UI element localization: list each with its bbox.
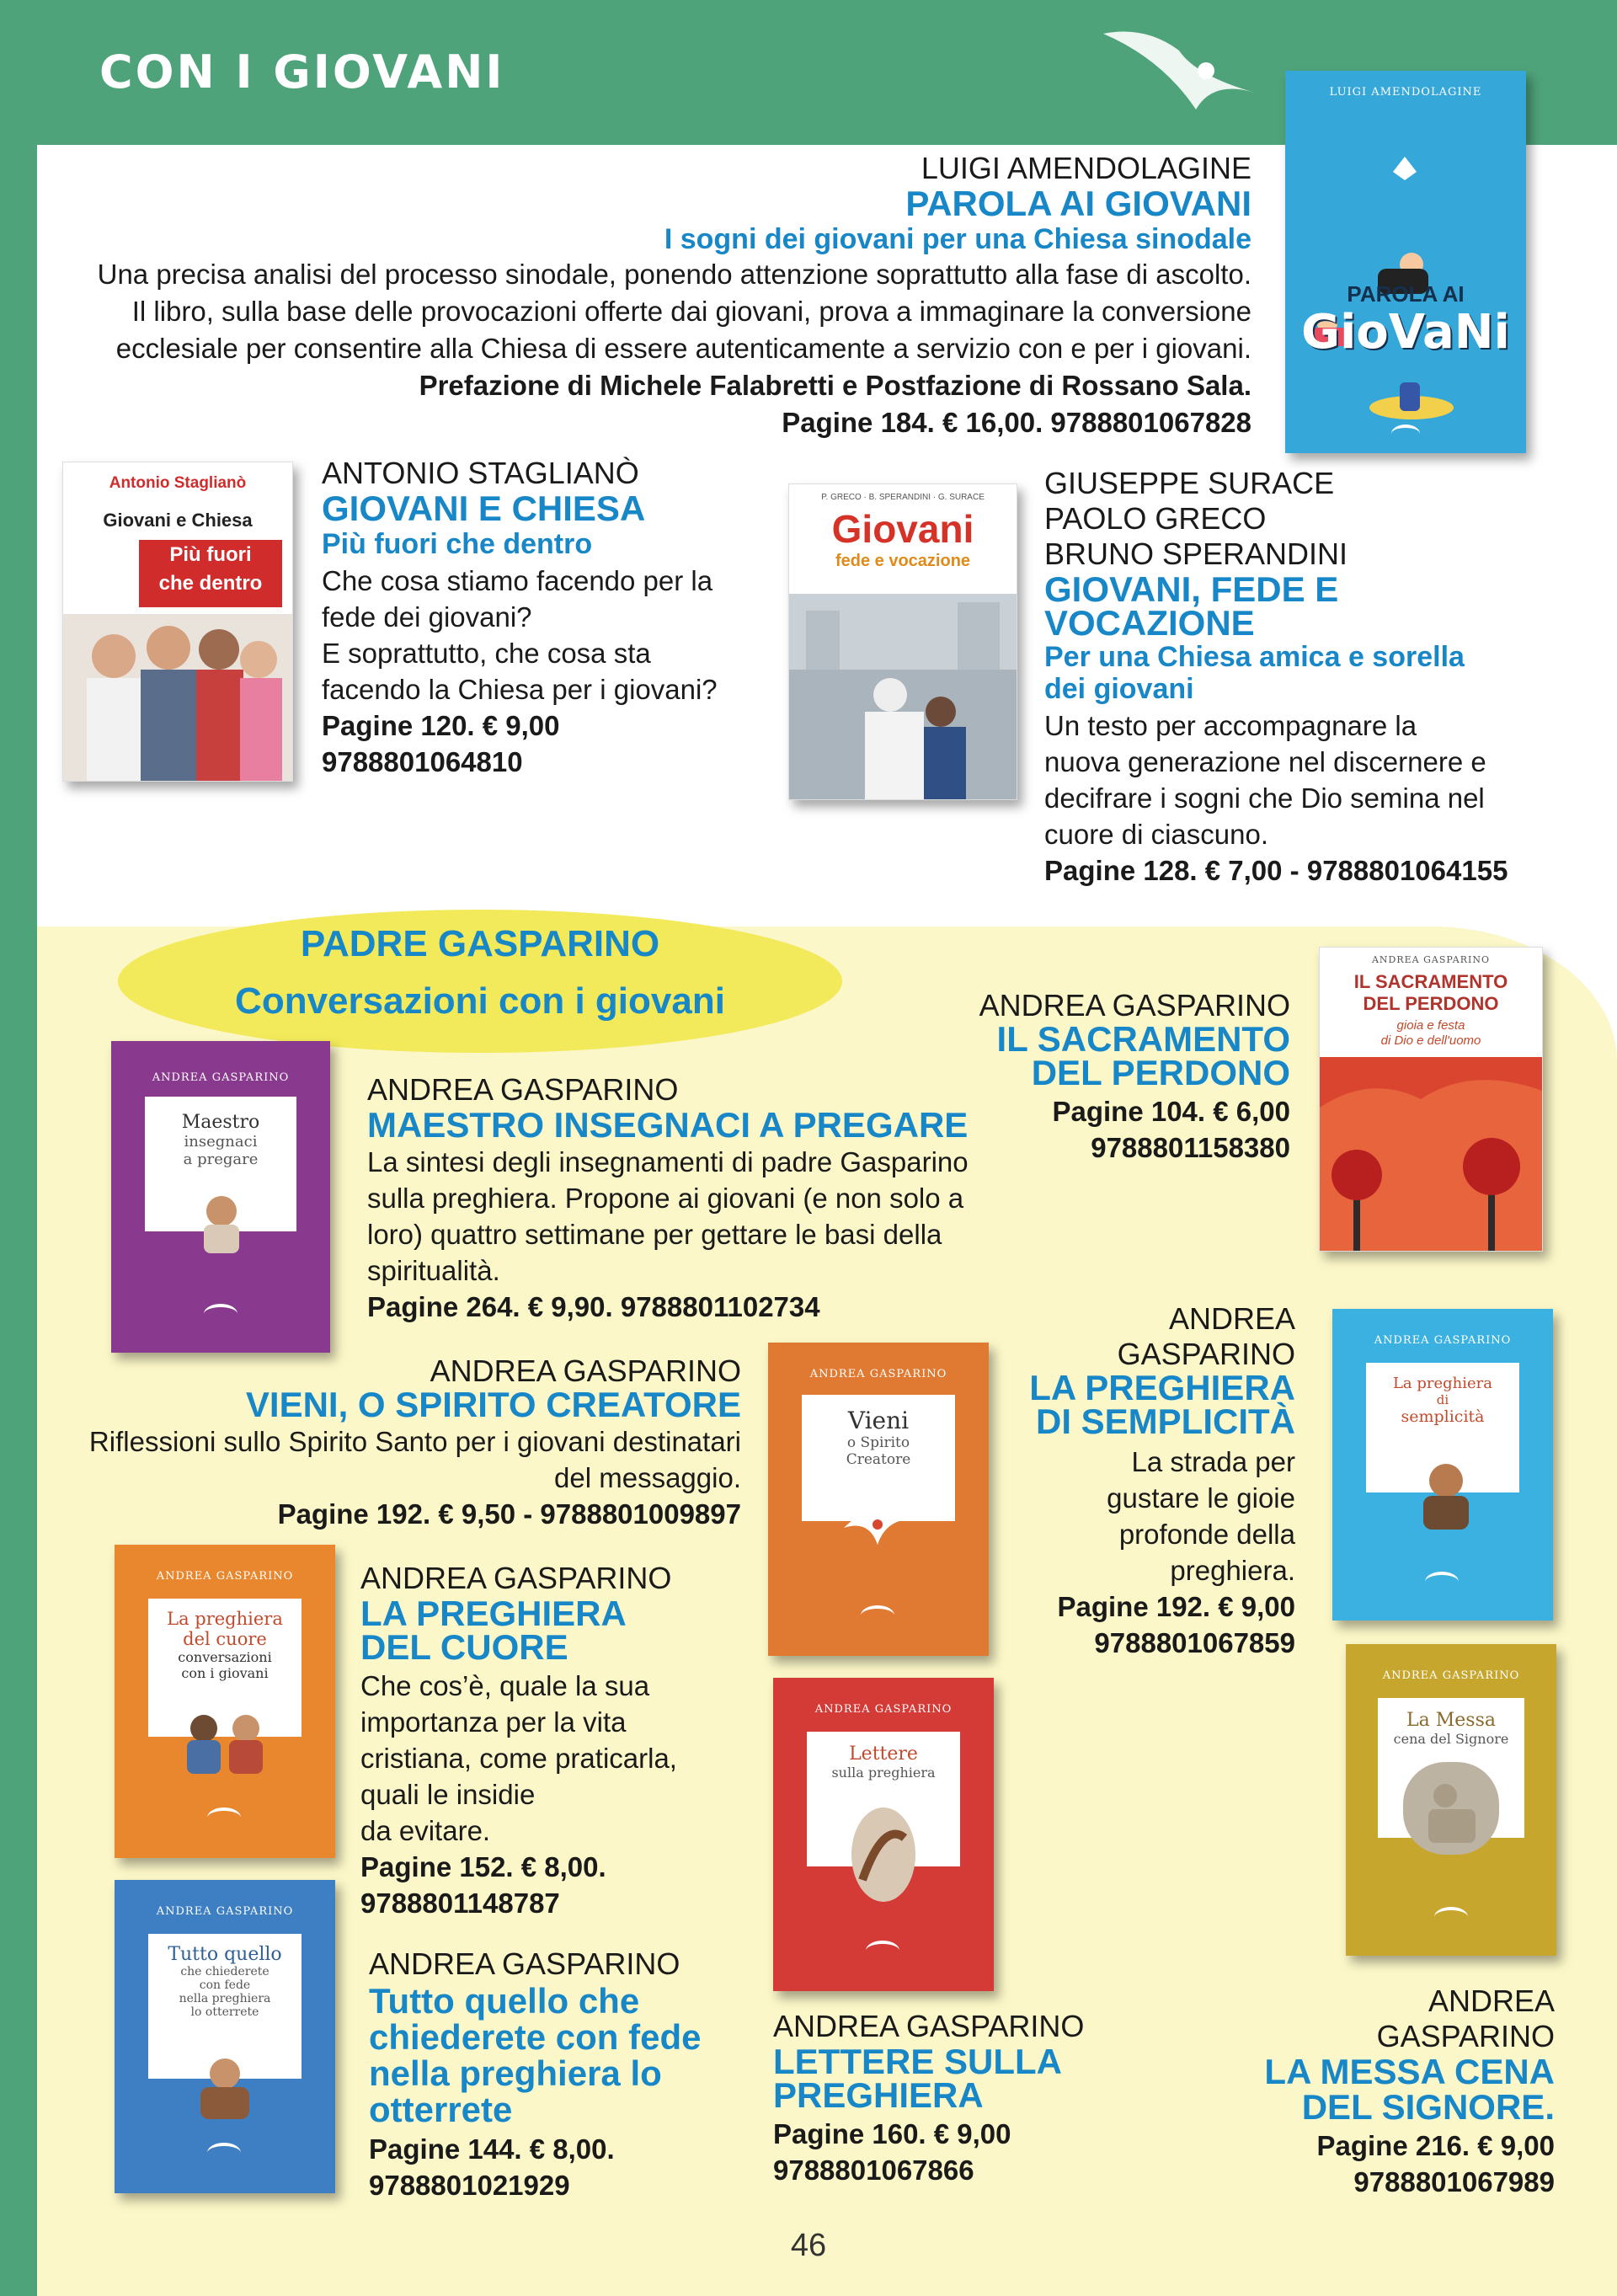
cover-title-3: conversazioni: [178, 1649, 272, 1665]
cuore-price-line1: Pagine 152. € 8,00.: [360, 1851, 606, 1882]
cover-title-line2: GioVaNi: [1301, 305, 1510, 360]
cover-title-2: che chiederete: [180, 1965, 270, 1978]
maestro-desc-line4: spiritualità.: [367, 1255, 500, 1286]
cuore-author: ANDREA GASPARINO: [360, 1561, 672, 1595]
semplicita-author-line1: ANDREA: [1168, 1301, 1295, 1336]
semplicita-desc-line3: profonde della: [1118, 1519, 1295, 1550]
book-cover-parola-ai-giovani[interactable]: [1285, 71, 1526, 453]
maestro-price: Pagine 264. € 9,90. 9788801102734: [367, 1291, 820, 1322]
cuore-desc-line3: cristiana, come praticarla,: [360, 1743, 677, 1774]
cover-sub-1: gioia e festa: [1396, 1018, 1465, 1033]
banner-line2: Conversazioni con i giovani: [235, 980, 725, 1022]
cover-title-2: cena del Signore: [1393, 1731, 1509, 1747]
book-cover-la-messa[interactable]: [1346, 1644, 1556, 1956]
book2-price-line1: Pagine 120. € 9,00: [322, 710, 560, 741]
book1-price: Pagine 184. € 16,00. 9788801067828: [782, 407, 1251, 438]
lettere-title-line2[interactable]: PREGHIERA: [773, 2075, 984, 2115]
vieni-title[interactable]: VIENI, O SPIRITO CREATORE: [245, 1385, 741, 1424]
cover-title-2: di: [1436, 1392, 1449, 1407]
cover-figure-icon: [192, 1189, 251, 1257]
semplicita-desc-line1: La strada per: [1131, 1446, 1295, 1477]
messa-author-line2: GASPARINO: [1376, 2019, 1555, 2053]
vieni-price: Pagine 192. € 9,50 - 9788801009897: [277, 1498, 741, 1530]
sacramento-title-line1[interactable]: IL SACRAMENTO: [996, 1019, 1290, 1059]
book2-desc-line2: fede dei giovani?: [322, 601, 532, 633]
publisher-logo-icon: [866, 1941, 899, 1961]
publisher-logo-icon: [207, 2143, 241, 2163]
cover-author: ANDREA GASPARINO: [814, 1703, 953, 1716]
cover-title-3: semplicità: [1401, 1407, 1485, 1426]
cover-photo-pope: [789, 594, 1017, 799]
tutto-price-line1: Pagine 144. € 8,00.: [369, 2133, 615, 2165]
lettere-title-line1[interactable]: LETTERE SULLA: [773, 2042, 1062, 2081]
maestro-title[interactable]: MAESTRO INSEGNACI A PREGARE: [367, 1105, 969, 1145]
book3-desc-line2: nuova generazione nel discernere e: [1044, 746, 1486, 777]
cover-title-2: DEL PERDONO: [1363, 993, 1499, 1014]
sacramento-title-line2[interactable]: DEL PERDONO: [1031, 1053, 1290, 1092]
publisher-logo-icon: [861, 1605, 894, 1626]
cover-author: ANDREA GASPARINO: [1371, 954, 1490, 965]
tutto-title-line2[interactable]: chiederete con fede: [369, 2017, 702, 2057]
book-cover-preghiera-di-semplicita[interactable]: [1332, 1309, 1553, 1621]
cover-title-3: a pregare: [183, 1151, 259, 1168]
semplicita-desc-line4: preghiera.: [1170, 1555, 1295, 1586]
semplicita-title-line1[interactable]: LA PREGHIERA: [1029, 1368, 1295, 1407]
sacramento-price-line2: 9788801158380: [1091, 1132, 1290, 1163]
cuore-price-line2: 9788801148787: [360, 1888, 560, 1919]
cover-title-1: La Messa: [1406, 1710, 1496, 1731]
tutto-title-line3[interactable]: nella preghiera lo: [369, 2053, 662, 2093]
vieni-author: ANDREA GASPARINO: [430, 1354, 741, 1388]
cover-title-5: lo otterrete: [190, 2005, 259, 2019]
cover-title-4: nella preghiera: [179, 1992, 271, 2005]
book-cover-maestro-insegnaci[interactable]: [111, 1041, 330, 1353]
book-cover-giovani-fede-vocazione[interactable]: [788, 483, 1017, 800]
book3-subtitle-line2: dei giovani: [1044, 673, 1194, 705]
maestro-desc-line2: sulla preghiera. Propone ai giovani (e non solo a: [367, 1183, 964, 1214]
cover-title-4: con i giovani: [181, 1665, 269, 1681]
publisher-logo-icon: [1434, 1907, 1468, 1927]
page-number: 46: [790, 2228, 827, 2263]
lettere-price-line1: Pagine 160. € 9,00: [773, 2118, 1011, 2149]
book2-desc-line3: E soprattutto, che cosa sta: [322, 638, 651, 669]
tutto-author: ANDREA GASPARINO: [369, 1946, 680, 1981]
book2-price-line2: 9788801064810: [322, 746, 523, 777]
book2-desc-line1: Che cosa stiamo facendo per la: [322, 565, 713, 596]
book3-desc-line1: Un testo per accompagnare la: [1044, 710, 1417, 741]
cover-figure-icon: [187, 2053, 263, 2121]
cover-figure-icon: [846, 1804, 921, 1905]
cover-title-3: Creatore: [846, 1451, 911, 1468]
book1-title[interactable]: PAROLA AI GIOVANI: [905, 184, 1251, 223]
cover-sub: fede e vocazione: [835, 552, 971, 570]
book-cover-giovani-e-chiesa[interactable]: [62, 462, 293, 782]
lettere-price-line2: 9788801067866: [773, 2155, 974, 2186]
semplicita-price-line2: 9788801067859: [1094, 1627, 1295, 1658]
cuore-desc-line2: importanza per la vita: [360, 1706, 627, 1738]
book1-desc-line3: ecclesiale per consentire alla Chiesa di essere autenticamente a servizio con e per i giovani.: [115, 333, 1251, 364]
cuore-desc-line5: da evitare.: [360, 1815, 491, 1846]
messa-title-line2[interactable]: DEL SIGNORE.: [1301, 2087, 1555, 2127]
cover-title-line1: PAROLA AI: [1347, 281, 1465, 307]
semplicita-author-line2: GASPARINO: [1117, 1337, 1295, 1371]
publisher-logo-icon: [1425, 1572, 1459, 1592]
sacramento-price-line1: Pagine 104. € 6,00: [1052, 1096, 1290, 1127]
book1-desc-line1: Una precisa analisi del processo sinodale, ponendo attenzione soprattutto alla fase di ascolto.: [97, 259, 1251, 290]
cover-author: LUIGI AMENDOLAGINE: [1329, 86, 1482, 99]
cover-title-3: con fede: [199, 1978, 251, 1992]
cover-figure-icon: [1408, 1457, 1484, 1533]
book-cover-lettere-sulla-preghiera[interactable]: [773, 1678, 994, 1991]
cuore-desc-line1: Che cos’è, quale la sua: [360, 1670, 650, 1701]
cover-author: ANDREA GASPARINO: [156, 1905, 294, 1918]
cover-title-2: o Spirito: [846, 1434, 910, 1451]
semplicita-title-line2[interactable]: DI SEMPLICITÀ: [1035, 1402, 1295, 1441]
publisher-logo-icon: [204, 1304, 237, 1324]
messa-title-line1[interactable]: LA MESSA CENA: [1264, 2052, 1555, 2091]
cover-author: ANDREA GASPARINO: [1374, 1334, 1512, 1347]
maestro-desc-line1: La sintesi degli insegnamenti di padre Gasparino: [367, 1146, 969, 1177]
cuore-desc-line4: quali le insidie: [360, 1779, 536, 1810]
book1-credits: Prefazione di Michele Falabretti e Postfazione di Rossano Sala.: [419, 370, 1251, 401]
cover-authors: P. GRECO · B. SPERANDINI · G. SURACE: [821, 493, 985, 502]
cover-title: Giovani: [831, 507, 974, 551]
cover-sub-2: di Dio e dell'uomo: [1380, 1033, 1481, 1048]
cover-photo-people: [63, 614, 292, 781]
book3-author3: BRUNO SPERANDINI: [1044, 537, 1348, 571]
book3-subtitle-line1: Per una Chiesa amica e sorella: [1044, 641, 1465, 673]
book1-author: LUIGI AMENDOLAGINE: [921, 151, 1251, 185]
cover-title-1: Lettere: [849, 1743, 918, 1765]
cover-author: Antonio Staglianò: [109, 474, 247, 492]
cover-author: ANDREA GASPARINO: [156, 1570, 294, 1583]
book2-author: ANTONIO STAGLIANÒ: [322, 456, 639, 490]
cover-sub2: che dentro: [158, 572, 263, 595]
cover-stone-relief-icon: [1395, 1754, 1508, 1855]
publisher-logo-icon: [207, 1807, 241, 1828]
cover-title-1: La preghiera: [167, 1609, 283, 1629]
vieni-desc-line2: del messaggio.: [554, 1462, 741, 1493]
messa-author-line1: ANDREA: [1428, 1984, 1555, 2018]
book2-title[interactable]: GIOVANI E CHIESA: [322, 489, 646, 528]
cover-author: ANDREA GASPARINO: [152, 1071, 290, 1084]
tutto-price-line2: 9788801021929: [369, 2170, 570, 2201]
cover-author: ANDREA GASPARINO: [1382, 1669, 1520, 1682]
book3-title-line1[interactable]: GIOVANI, FEDE E: [1044, 569, 1339, 609]
tutto-title-line1[interactable]: Tutto quello che: [369, 1981, 640, 2021]
cover-sub1: Più fuori: [169, 543, 252, 566]
semplicita-price-line1: Pagine 192. € 9,00: [1057, 1591, 1295, 1622]
cover-title-2: sulla preghiera: [831, 1765, 936, 1781]
book-cover-sacramento-del-perdono[interactable]: [1319, 947, 1543, 1252]
vieni-desc-line1: Riflessioni sullo Spirito Santo per i giovani destinatari: [88, 1426, 741, 1457]
cover-title-2: insegnaci: [184, 1133, 258, 1151]
book3-author1: GIUSEPPE SURACE: [1044, 466, 1335, 500]
book3-desc-line3: decifrare i sogni che Dio semina nel: [1044, 782, 1485, 814]
book3-author2: PAOLO GRECO: [1044, 501, 1267, 536]
book-cover-tutto-quello[interactable]: [115, 1880, 335, 2193]
lettere-author: ANDREA GASPARINO: [773, 2009, 1085, 2043]
messa-price-line1: Pagine 216. € 9,00: [1316, 2130, 1555, 2161]
book1-subtitle: I sogni dei giovani per una Chiesa sinodale: [664, 223, 1251, 255]
book2-subtitle: Più fuori che dentro: [322, 528, 593, 560]
cover-figures-icon: [179, 1710, 271, 1777]
book3-price: Pagine 128. € 7,00 - 9788801064155: [1044, 855, 1508, 886]
cover-title-2: del cuore: [183, 1629, 267, 1649]
cover-dove-icon: [835, 1494, 920, 1553]
tutto-title-line4[interactable]: otterrete: [369, 2090, 513, 2129]
sacramento-author: ANDREA GASPARINO: [979, 988, 1290, 1023]
banner-line1: PADRE GASPARINO: [300, 923, 660, 964]
book3-desc-line4: cuore di ciascuno.: [1044, 819, 1268, 850]
cover-title-1: Tutto quello: [168, 1944, 282, 1965]
cuore-title-line2[interactable]: DEL CUORE: [360, 1627, 568, 1667]
maestro-desc-line3: loro) quattro settimane per gettare le basi della: [367, 1219, 942, 1250]
cuore-title-line1[interactable]: LA PREGHIERA: [360, 1594, 627, 1633]
messa-price-line2: 9788801067989: [1353, 2166, 1555, 2197]
cover-illustration: [1285, 71, 1526, 453]
publisher-logo-icon: [1391, 424, 1420, 443]
semplicita-desc-line2: gustare le gioie: [1107, 1482, 1295, 1514]
cover-title-1: IL SACRAMENTO: [1353, 971, 1508, 992]
cover-title-1: Maestro: [181, 1112, 260, 1133]
cover-title-1: La preghiera: [1392, 1375, 1493, 1392]
section-title: CON I GIOVANI: [99, 45, 505, 99]
book2-desc-line4: facendo la Chiesa per i giovani?: [322, 674, 718, 705]
cover-title-1: Vieni: [847, 1407, 910, 1434]
cover-author: ANDREA GASPARINO: [809, 1368, 947, 1380]
book3-title-line2[interactable]: VOCAZIONE: [1044, 603, 1255, 643]
cover-red-landscape: [1320, 1057, 1542, 1251]
book1-desc-line2: Il libro, sulla base delle provocazioni offerte dai giovani, prova a immaginare la conversione: [131, 296, 1251, 327]
cover-title: Giovani e Chiesa: [103, 510, 253, 531]
book-cover-preghiera-del-cuore[interactable]: [115, 1545, 335, 1858]
maestro-author: ANDREA GASPARINO: [367, 1072, 679, 1107]
